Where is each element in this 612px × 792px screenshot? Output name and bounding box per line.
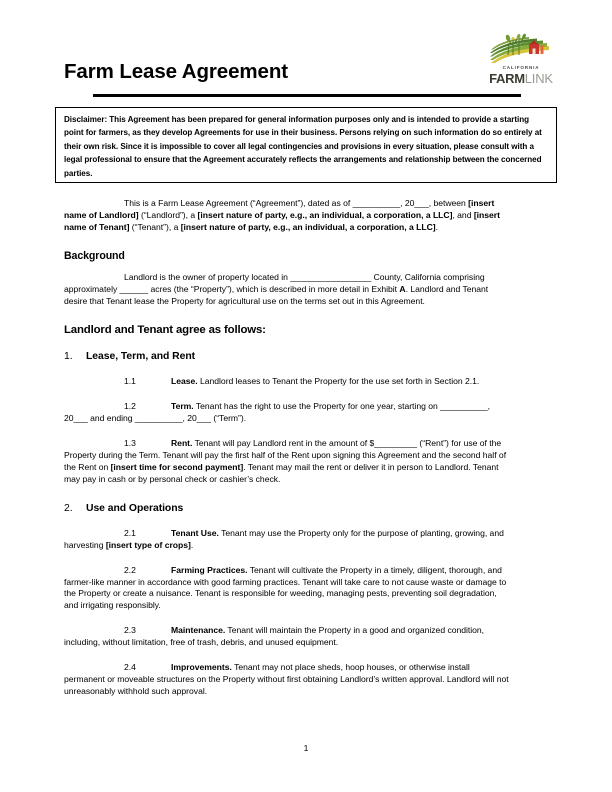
clause-2-1-body-1: Tenant may use the Property only for the purpose of planting, growing, and harvesting xyxy=(64,527,504,550)
clause-1-2-title: Term. xyxy=(171,401,194,412)
background-heading: Background xyxy=(64,249,125,262)
clause-1-3 xyxy=(64,438,512,486)
clause-2-3-body: Tenant will maintain the Property in a good and organized condition, including, without limitation, free of trash, debris, and unused equipment. xyxy=(64,625,485,648)
preamble-text-5: . xyxy=(435,221,439,232)
clause-1-3-insert-second-payment: [insert time for second payment] xyxy=(110,461,244,472)
agreement-intro-heading: Landlord and Tenant agree as follows: xyxy=(64,324,266,337)
spacer xyxy=(64,649,512,662)
clause-1-1-body: Landlord leases to Tenant the Property for the use set forth in Section 2.1. xyxy=(197,376,480,387)
background-exhibit-letter: A xyxy=(399,283,406,294)
farm-scene-icon xyxy=(489,33,551,65)
section-2-title: Use and Operations xyxy=(86,502,184,514)
disclaimer-text: Disclaimer: This Agreement has been prepared for general information purposes only and is intended to provide a starting point for farmers, as they develop Agreements for use in their business. Persons relying on such information do so entirely at their own risk. Since it is impossible to cover all legal contingencies and provisions in every situation, please consult with a legal professional to ensure that the Agreement accurately reflects the arrangements and relationship between the concerned parties. xyxy=(64,115,542,178)
page-footer xyxy=(0,743,612,753)
spacer xyxy=(64,425,512,438)
document-header xyxy=(0,0,612,104)
clause-1-3-title: Rent. xyxy=(171,438,193,449)
preamble-insert-landlord-name: [insert name of Landlord] xyxy=(64,198,495,220)
preamble-text-2: (“Landlord”), a xyxy=(138,209,198,220)
section-2-number: 2. xyxy=(64,502,73,514)
disclaimer-box xyxy=(55,107,557,183)
clause-2-4 xyxy=(64,662,512,698)
clause-1-2 xyxy=(64,401,512,425)
clause-2-4-title: Improvements. xyxy=(171,662,232,673)
logo-wordmark xyxy=(483,72,559,85)
spacer xyxy=(64,515,512,528)
clause-2-2-title: Farming Practices. xyxy=(171,564,248,575)
clause-1-2-body: Tenant has the right to use the Property for one year, starting on __________, 20___ and ending __________, 20___ (“Term”). xyxy=(64,401,491,424)
preamble-insert-tenant-nature: [insert nature of party, e.g., an individual, a corporation, a LLC] xyxy=(180,221,436,232)
spacer xyxy=(64,388,512,401)
page-title: Farm Lease Agreement xyxy=(64,60,288,83)
clause-1-1 xyxy=(64,376,512,388)
document-body xyxy=(64,198,512,698)
clause-2-3-number: 2.3 xyxy=(124,625,136,636)
clause-1-1-number: 1.1 xyxy=(124,376,136,387)
preamble-text-1: This is a Farm Lease Agreement (“Agreement”), dated as of __________, 20___, between xyxy=(124,198,469,208)
background-text-2: . Landlord and Tenant desire that Tenant lease the Property for agricultural use on the terms set out in this Agreement. xyxy=(64,283,489,306)
spacer xyxy=(64,486,512,502)
preamble-insert-landlord-nature: [insert nature of party, e.g., an individual, a corporation, a LLC] xyxy=(197,209,453,220)
background-text-1: Landlord is the owner of property located in _________________ County, California comprising approximately ______ acres (the “Property”), which is described in more detail in Exhibit xyxy=(64,271,485,294)
section-1-number: 1. xyxy=(64,351,73,363)
preamble-text-3: , and xyxy=(452,209,474,220)
clause-2-4-body: Tenant may not place sheds, hoop houses, or otherwise install permanent or moveable structures on the Property without first obtaining Landlord’s written approval. Landlord will not unreasonably withhold such approval. xyxy=(64,662,509,696)
logo-word-farm: FARM xyxy=(489,71,525,86)
logo-word-link: LINK xyxy=(524,71,553,86)
section-1-heading xyxy=(64,350,512,363)
logo-state-label: CALIFORNIA xyxy=(502,65,540,70)
clause-2-2-number: 2.2 xyxy=(124,564,136,575)
clause-2-2 xyxy=(64,565,512,613)
clause-1-2-number: 1.2 xyxy=(124,401,136,412)
spacer xyxy=(64,234,512,250)
spacer xyxy=(64,307,512,323)
spacer xyxy=(64,612,512,625)
clause-2-1-body-2: . xyxy=(190,539,194,550)
spacer xyxy=(64,263,512,272)
page-number: 1 xyxy=(303,743,309,753)
clause-1-1-title: Lease. xyxy=(171,376,198,387)
spacer xyxy=(64,337,512,350)
clause-2-3 xyxy=(64,625,512,649)
clause-2-1-title: Tenant Use. xyxy=(171,527,219,538)
spacer xyxy=(64,363,512,376)
section-1-title: Lease, Term, and Rent xyxy=(86,351,196,363)
california-farmlink-logo xyxy=(483,33,559,85)
clause-1-3-number: 1.3 xyxy=(124,438,136,449)
clause-2-3-title: Maintenance. xyxy=(171,625,226,636)
preamble-paragraph xyxy=(64,198,512,234)
clause-1-3-body-2: . Tenant may mail the rent or deliver it in person to Landlord. Tenant may pay in cash or by personal check or cashier’s check. xyxy=(64,461,499,484)
clause-2-1-insert-crops: [insert type of crops] xyxy=(105,539,191,550)
title-divider xyxy=(93,94,521,97)
clause-1-3-body-1: Tenant will pay Landlord rent in the amount of $_________ (“Rent”) for use of the Property during the Term. Tenant will pay the first half of the Rent upon signing this Agreement and the second half of the Rent on xyxy=(64,438,507,472)
clause-2-2-body: Tenant will cultivate the Property in a timely, diligent, thorough, and farmer-like manner in accordance with good farming practices. Tenant will take care to not cause waste or damage to the Property or create a nuisance. Tenant is responsible for weeding, managing pests, preventing soil degradation, and irrigating responsibly. xyxy=(64,564,507,611)
section-2-heading xyxy=(64,502,512,515)
spacer xyxy=(64,552,512,565)
background-paragraph xyxy=(64,272,512,308)
preamble-insert-tenant-name: [insert name of Tenant] xyxy=(64,209,500,232)
clause-2-4-number: 2.4 xyxy=(124,662,136,673)
clause-2-1-number: 2.1 xyxy=(124,527,136,538)
clause-2-1 xyxy=(64,528,512,552)
preamble-text-4: (“Tenant”), a xyxy=(129,221,181,232)
